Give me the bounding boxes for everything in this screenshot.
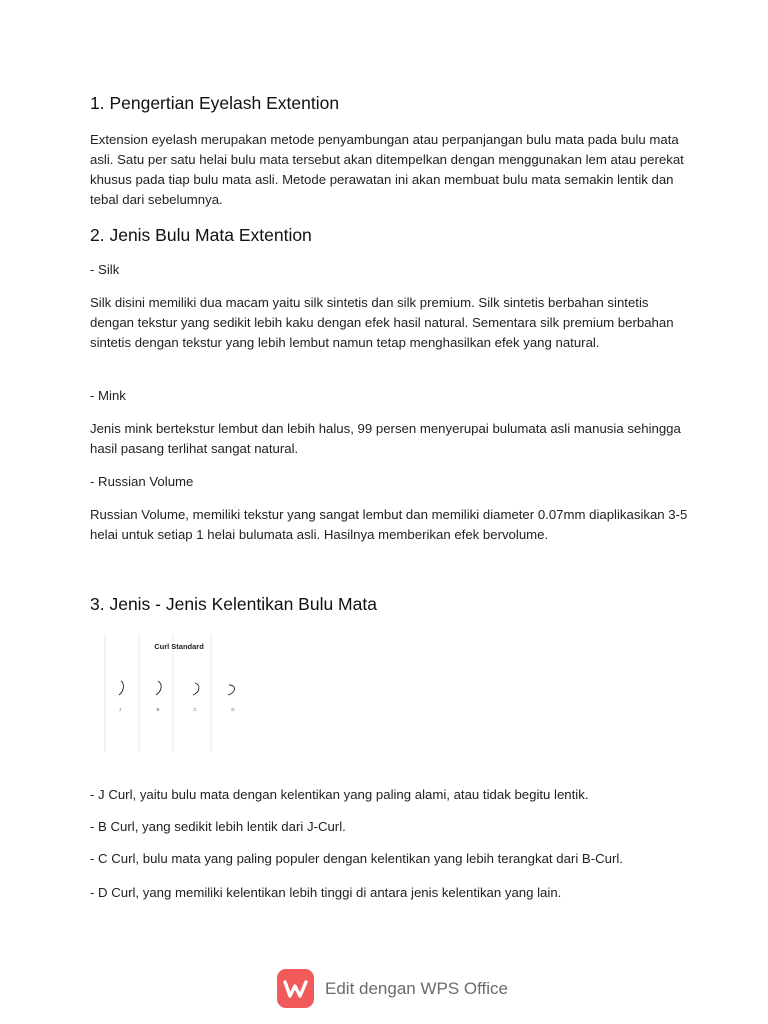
section-3-heading: 3. Jenis - Jenis Kelentikan Bulu Mata	[90, 594, 377, 614]
mink-label: - Mink	[90, 388, 126, 403]
edit-with-wps-badge[interactable]	[277, 969, 508, 1008]
wps-badge-label: Edit dengan WPS Office	[325, 978, 509, 998]
curl-label-c: C	[193, 707, 197, 712]
curl-label-d: D	[231, 707, 235, 712]
section-1-heading: 1. Pengertian Eyelash Extention	[90, 93, 340, 113]
russian-volume-label: - Russian Volume	[90, 474, 194, 489]
d-curl-item: - D Curl, yang memiliki kelentikan lebih tinggi di antara jenis kelentikan yang lain.	[90, 885, 562, 900]
c-curl-item: - C Curl, bulu mata yang paling populer dengan kelentikan yang lebih terangkat dari B-Curl.	[90, 851, 623, 866]
silk-label: - Silk	[90, 262, 120, 277]
curl-standard-figure	[102, 632, 242, 754]
j-curl-item: - J Curl, yaitu bulu mata dengan kelentikan yang paling alami, atau tidak begitu lentik.	[90, 787, 589, 802]
section-2-heading: 2. Jenis Bulu Mata Extention	[90, 225, 312, 245]
b-curl-item: - B Curl, yang sedikit lebih lentik dari J-Curl.	[90, 819, 346, 834]
wps-logo-icon	[277, 969, 314, 1008]
mink-paragraph: Jenis mink bertekstur lembut dan lebih halus, 99 persen menyerupai bulumata asli manusia sehingga hasil pasang terlihat sangat natural.	[90, 421, 681, 456]
figure-title: Curl Standard	[154, 642, 204, 651]
silk-paragraph: Silk disini memiliki dua macam yaitu silk sintetis dan silk premium. Silk sintetis berbahan sintetis dengan tekstur yang sedikit lebih kaku dengan efek hasil natural. Sementara silk premium berbahan sintetis dengan tekstur yang lebih lembut namun tetap menghasilkan efek yang natural.	[90, 295, 674, 350]
russian-volume-paragraph: Russian Volume, memiliki tekstur yang sangat lembut dan memiliki diameter 0.07mm diaplikasikan 3-5 helai untuk setiap 1 helai bulumata asli. Hasilnya memberikan efek bervolume.	[90, 507, 688, 542]
curl-label-b: B	[156, 707, 160, 712]
section-1-paragraph: Extension eyelash merupakan metode penyambungan atau perpanjangan bulu mata pada bulu mata asli. Satu per satu helai bulu mata tersebut akan ditempelkan dengan menggunakan lem atau perekat khusus pada tiap bulu mata asli. Metode perawatan ini akan membuat bulu mata semakin lentik dan tebal dari sebelumnya.	[90, 132, 684, 207]
curl-label-j: J	[118, 707, 122, 712]
